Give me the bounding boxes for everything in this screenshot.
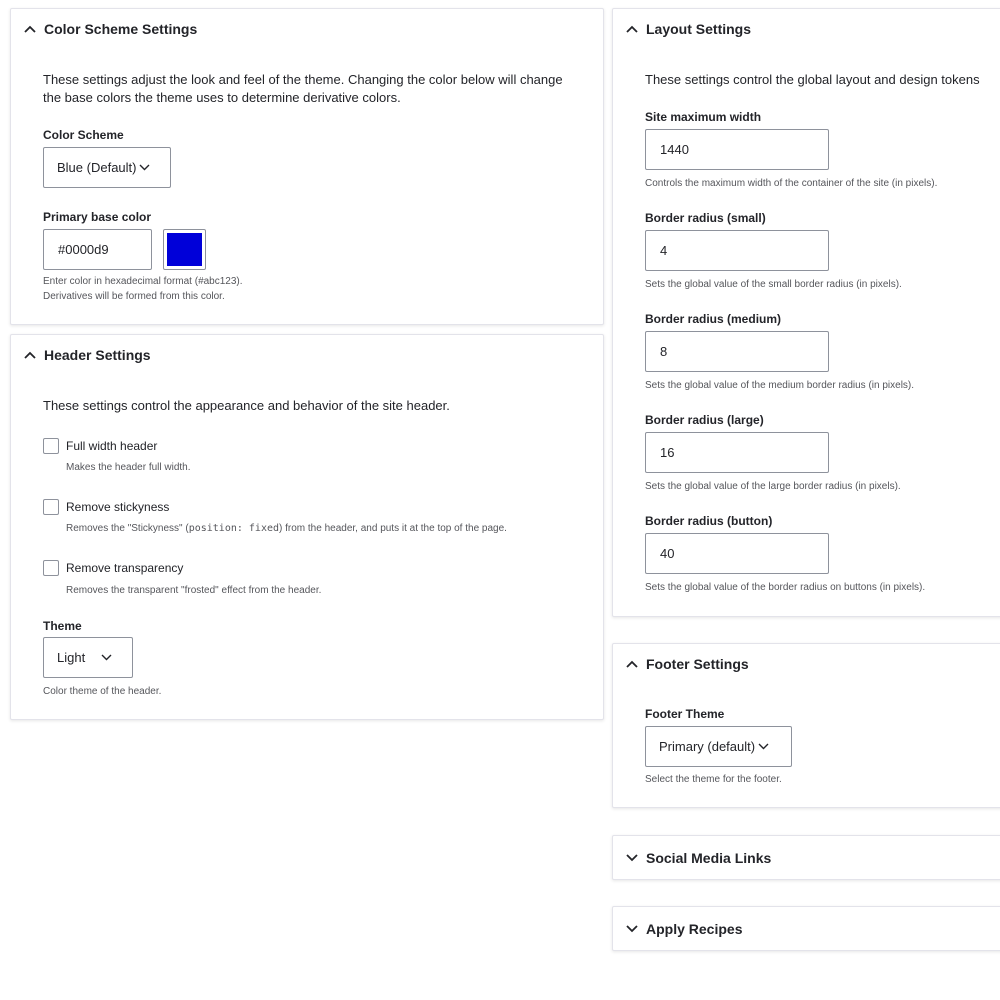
remove-stickyness-checkbox[interactable] bbox=[43, 499, 59, 515]
chevron-up-icon bbox=[625, 23, 638, 36]
remove-stickyness-help bbox=[66, 521, 507, 536]
primary-base-color-input[interactable] bbox=[43, 229, 152, 270]
header-theme-help: Color theme of the header. bbox=[43, 686, 162, 697]
color-scheme-settings-title: Color Scheme Settings bbox=[44, 21, 198, 37]
border-radius-small-label: Border radius (small) bbox=[645, 211, 766, 225]
footer-theme-select[interactable] bbox=[645, 726, 792, 767]
border-radius-large-input[interactable] bbox=[645, 432, 829, 473]
social-media-links-panel bbox=[612, 835, 1000, 880]
border-radius-medium-input[interactable] bbox=[645, 331, 829, 372]
site-max-width-label: Site maximum width bbox=[645, 110, 762, 124]
border-radius-button-help: Sets the global value of the border radius on buttons (in pixels). bbox=[645, 582, 926, 593]
chevron-down-icon bbox=[139, 164, 150, 171]
site-max-width-input[interactable] bbox=[645, 129, 829, 170]
social-media-links-toggle[interactable] bbox=[613, 836, 1000, 879]
layout-settings-description: These settings control the global layout and design tokens bbox=[645, 72, 980, 87]
apply-recipes-panel bbox=[612, 906, 1000, 951]
footer-theme-select-value: Primary (default) bbox=[659, 739, 756, 754]
color-scheme-select[interactable] bbox=[43, 147, 171, 188]
header-settings-title: Header Settings bbox=[44, 347, 151, 363]
border-radius-small-input[interactable] bbox=[645, 230, 829, 271]
remove-transparency-checkbox[interactable] bbox=[43, 560, 59, 576]
site-max-width-help: Controls the maximum width of the container of the site (in pixels). bbox=[645, 178, 938, 189]
border-radius-button-input[interactable] bbox=[645, 533, 829, 574]
chevron-down-icon bbox=[625, 851, 638, 864]
border-radius-medium-label: Border radius (medium) bbox=[645, 312, 782, 326]
full-width-header-checkbox[interactable] bbox=[43, 438, 59, 454]
header-settings-toggle[interactable] bbox=[11, 335, 603, 375]
remove-transparency-help: Removes the transparent "frosted" effect from the header. bbox=[66, 585, 322, 596]
social-media-links-title: Social Media Links bbox=[646, 849, 772, 866]
color-scheme-label: Color Scheme bbox=[43, 128, 124, 142]
header-theme-select[interactable] bbox=[43, 637, 133, 678]
chevron-down-icon bbox=[101, 654, 112, 661]
layout-settings-toggle[interactable] bbox=[613, 9, 1000, 49]
chevron-up-icon bbox=[23, 23, 36, 36]
footer-theme-label: Footer Theme bbox=[645, 707, 725, 721]
remove-stickyness-label: Remove stickyness bbox=[66, 500, 170, 514]
primary-base-color-help-2: Derivatives will be formed from this color. bbox=[43, 291, 225, 302]
chevron-up-icon bbox=[23, 349, 36, 362]
color-scheme-select-value: Blue (Default) bbox=[57, 160, 137, 175]
apply-recipes-toggle[interactable] bbox=[613, 907, 1000, 950]
border-radius-large-label: Border radius (large) bbox=[645, 413, 764, 427]
full-width-header-help: Makes the header full width. bbox=[66, 462, 191, 473]
chevron-down-icon bbox=[625, 922, 638, 935]
border-radius-large-help: Sets the global value of the large border radius (in pixels). bbox=[645, 481, 901, 492]
color-swatch-fill bbox=[167, 233, 202, 266]
chevron-up-icon bbox=[625, 658, 638, 671]
border-radius-medium-help: Sets the global value of the medium border radius (in pixels). bbox=[645, 380, 915, 391]
color-scheme-settings-panel bbox=[10, 8, 604, 325]
chevron-down-icon bbox=[758, 743, 769, 750]
remove-transparency-label: Remove transparency bbox=[66, 561, 184, 575]
primary-base-color-help-1: Enter color in hexadecimal format (#abc123). bbox=[43, 276, 243, 287]
header-theme-label: Theme bbox=[43, 619, 82, 633]
layout-settings-title: Layout Settings bbox=[646, 21, 752, 37]
header-settings-description: These settings control the appearance and behavior of the site header. bbox=[43, 398, 450, 413]
full-width-header-label: Full width header bbox=[66, 439, 158, 453]
apply-recipes-title: Apply Recipes bbox=[646, 920, 743, 937]
stickyness-help-text-end: ) from the header, and puts it at the top of the page. bbox=[279, 523, 507, 534]
footer-settings-panel bbox=[612, 643, 1000, 808]
color-scheme-settings-toggle[interactable] bbox=[11, 9, 603, 49]
footer-theme-help: Select the theme for the footer. bbox=[645, 774, 782, 785]
stickyness-help-text: Removes the "Stickyness" ( bbox=[66, 523, 189, 534]
border-radius-button-label: Border radius (button) bbox=[645, 514, 773, 528]
header-theme-select-value: Light bbox=[57, 650, 86, 665]
footer-settings-title: Footer Settings bbox=[646, 656, 749, 672]
footer-settings-toggle[interactable] bbox=[613, 644, 1000, 684]
color-scheme-description: These settings adjust the look and feel of the theme. Changing the color below will change the base colors the theme uses to determine derivative colors. bbox=[43, 72, 563, 105]
stickyness-help-code: position: fixed bbox=[188, 523, 280, 534]
primary-base-color-label: Primary base color bbox=[43, 210, 152, 224]
border-radius-small-help: Sets the global value of the small border radius (in pixels). bbox=[645, 279, 902, 290]
header-settings-panel bbox=[10, 334, 604, 720]
layout-settings-panel bbox=[612, 8, 1000, 617]
color-picker-swatch[interactable] bbox=[163, 229, 206, 270]
